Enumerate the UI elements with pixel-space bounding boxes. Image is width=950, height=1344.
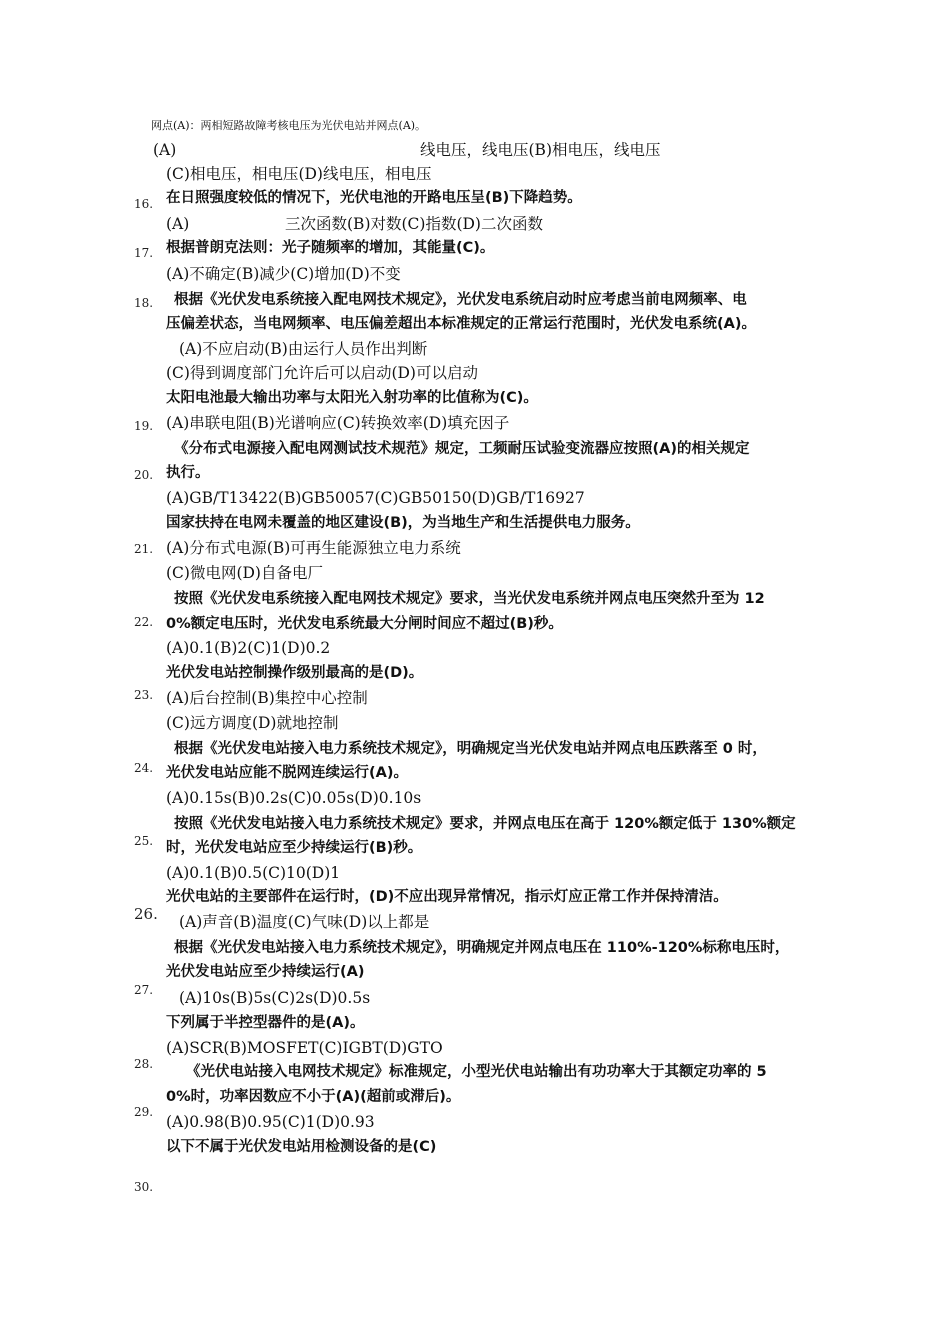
question-stem: 时，光伏发电站应至少持续运行(B)秒。 [166, 840, 423, 856]
question-stem: 《光伏电站接入电网技术规定》标准规定，小型光伏电站输出有功功率大于其额定功率的 5 [186, 1064, 767, 1080]
question-options: (A)0.1(B)0.5(C)10(D)1 [166, 864, 341, 882]
question-stem: 按照《光伏发电系统接入配电网技术规定》要求，当光伏发电系统并网点电压突然升至为 12 [174, 591, 765, 607]
question-number: 27. [134, 983, 154, 997]
question-options: (A)0.98(B)0.95(C)1(D)0.93 [166, 1113, 375, 1131]
question-number: 22. [134, 615, 154, 629]
question-stem: 下列属于半控型器件的是(A)。 [166, 1015, 365, 1031]
question-number: 26. [134, 905, 158, 923]
q16-option-a-label: (A) [166, 215, 190, 233]
question-stem: 根据普朗克法则：光子随频率的增加，其能量(C)。 [166, 240, 495, 256]
question-options: (A)串联电阻(B)光谱响应(C)转换效率(D)填充因子 [166, 414, 510, 432]
question-number: 20. [134, 468, 154, 482]
question-options: (A)不确定(B)减少(C)增加(D)不变 [166, 265, 401, 283]
question-stem: 太阳电池最大输出功率与太阳光入射功率的比值称为(C)。 [166, 390, 538, 406]
header-line: 网点(A)：两相短路故障考核电压为光伏电站并网点(A)。 [151, 119, 427, 132]
question-number: 24. [134, 761, 154, 775]
question-stem: 执行。 [166, 465, 210, 481]
question-stem: 光伏发电站控制操作级别最高的是(D)。 [166, 665, 424, 681]
q15-option-a-label: (A) [153, 141, 177, 159]
question-number: 23. [134, 688, 154, 702]
question-options: 三次函数(B)对数(C)指数(D)二次函数 [285, 215, 543, 233]
question-stem: 0%额定电压时，光伏发电系统最大分闸时间应不超过(B)秒。 [166, 616, 563, 632]
question-options: (A)10s(B)5s(C)2s(D)0.5s [179, 989, 371, 1007]
question-stem: 光伏电站的主要部件在运行时，(D)不应出现异常情况，指示灯应正常工作并保持清洁。 [166, 889, 728, 905]
question-number: 17. [134, 246, 154, 260]
question-stem: 根据《光伏发电站接入电力系统技术规定》，明确规定当光伏发电站并网点电压跌落至 0 时， [174, 741, 767, 757]
question-stem: 光伏发电站应能不脱网连续运行(A)。 [166, 765, 408, 781]
question-stem: 压偏差状态，当电网频率、电压偏差超出本标准规定的正常运行范围时，光伏发电系统(A)。 [166, 316, 756, 332]
question-number: 30. [134, 1180, 154, 1194]
question-stem: 国家扶持在电网未覆盖的地区建设(B)，为当地生产和生活提供电力服务。 [166, 515, 640, 531]
question-number: 29. [134, 1105, 154, 1119]
question-options: (A)后台控制(B)集控中心控制 [166, 689, 368, 707]
q15-options-cd: (C)相电压，相电压(D)线电压，相电压 [166, 165, 432, 183]
question-stem: 光伏发电站应至少持续运行(A) [166, 964, 365, 980]
q15-options-ab: 线电压，线电压(B)相电压，线电压 [420, 141, 661, 159]
question-number: 19. [134, 419, 154, 433]
question-number: 18. [134, 296, 154, 310]
question-options: (A)SCR(B)MOSFET(C)IGBT(D)GTO [166, 1039, 443, 1057]
question-options: (C)得到调度部门允许后可以启动(D)可以启动 [166, 364, 478, 382]
question-number: 25. [134, 834, 154, 848]
question-number: 21. [134, 542, 154, 556]
question-stem: 根据《光伏发电系统接入配电网技术规定》，光伏发电系统启动时应考虑当前电网频率、电 [174, 292, 747, 308]
question-stem: 0%时，功率因数应不小于(A)(超前或滞后)。 [166, 1089, 461, 1105]
question-stem: 以下不属于光伏发电站用检测设备的是(C) [166, 1139, 437, 1155]
question-stem: 《分布式电源接入配电网测试技术规范》规定，工频耐压试验变流器应按照(A)的相关规定 [174, 441, 750, 457]
question-number: 28. [134, 1057, 154, 1071]
question-options: (C)远方调度(D)就地控制 [166, 714, 339, 732]
question-options: (A)声音(B)温度(C)气味(D)以上都是 [179, 913, 430, 931]
question-stem: 根据《光伏发电站接入电力系统技术规定》，明确规定并网点电压在 110%-120%标称电压时， [174, 940, 790, 956]
question-number: 16. [134, 197, 154, 211]
question-stem: 按照《光伏发电站接入电力系统技术规定》要求，并网点电压在高于 120%额定低于 130%额定 [174, 816, 796, 832]
question-options: (A)分布式电源(B)可再生能源独立电力系统 [166, 539, 461, 557]
question-options: (A)0.15s(B)0.2s(C)0.05s(D)0.10s [166, 789, 422, 807]
question-options: (A)GB/T13422(B)GB50057(C)GB50150(D)GB/T16927 [166, 489, 585, 507]
question-stem: 在日照强度较低的情况下，光伏电池的开路电压呈(B)下降趋势。 [166, 190, 582, 206]
question-options: (A)不应启动(B)由运行人员作出判断 [179, 340, 428, 358]
question-options: (A)0.1(B)2(C)1(D)0.2 [166, 639, 331, 657]
question-options: (C)微电网(D)自备电厂 [166, 564, 323, 582]
